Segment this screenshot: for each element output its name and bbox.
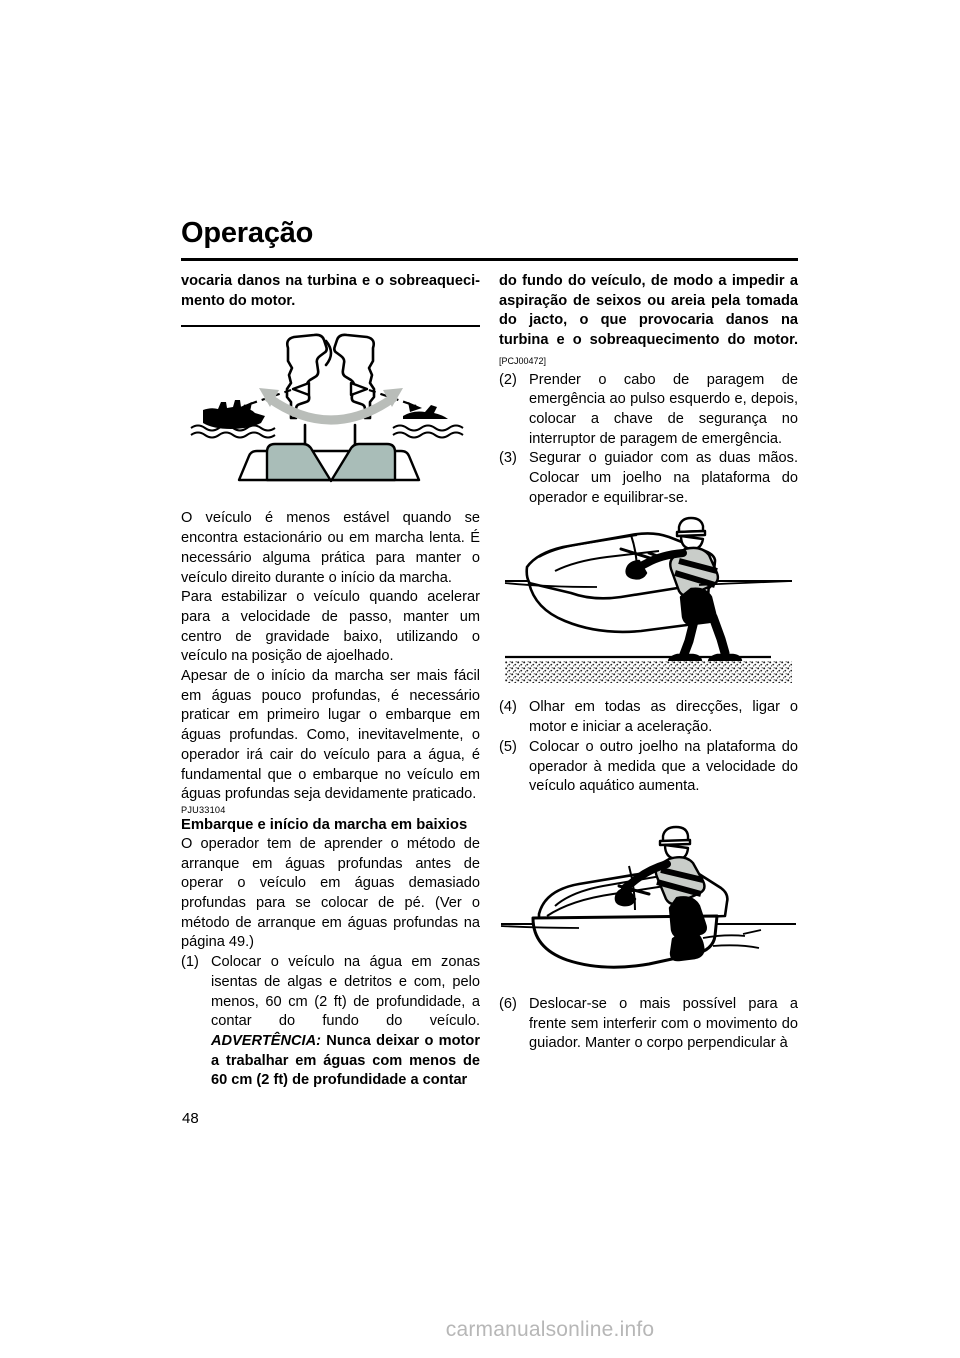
section-intro: O operador tem de aprender o método de arranque em águas profundas antes de operar o veículo em águas demasiado profundas para se colocar de pé. (Ver o método de arranque em águas profundas na página 49.)	[181, 835, 480, 951]
watermark	[0, 1318, 960, 1342]
step-text: Colocar o outro joelho na plataforma do operador à medida que a velocidade do veículo aquático aumenta.	[529, 738, 798, 795]
right-step-list-top	[499, 371, 798, 509]
left-paragraph-3: Apesar de o início da marcha ser mais fácil em águas pouco profundas, é necessário praticar em primeiro lugar o embarque em águas profundas. Como, inevitavelmente, o operador irá cair do veículo para a água, é fundamental que o embarque no veículo em águas profundas seja devidamente praticado.	[181, 668, 480, 803]
step-number: (5)	[499, 738, 517, 755]
section-code: PJU33104	[181, 804, 226, 815]
step-number: (1)	[181, 954, 199, 971]
right-step-list-bottom	[499, 995, 798, 1054]
step-body: Colocar o veículo na água em zonas isentas de algas e detritos e com, pelo menos, 60 cm (2 ft) de profundidade, a contar do fundo do veículo.	[211, 954, 480, 1030]
list-item	[499, 371, 798, 450]
header-divider	[181, 258, 798, 261]
list-item	[499, 449, 798, 508]
figure-look-around	[181, 324, 480, 494]
warning-body: Nunca deixar o motor a trabalhar em águas com menos de 60 cm (2 ft) de profundidade a contar	[211, 1032, 480, 1089]
reference-code: [PCJ00472]	[499, 355, 547, 366]
figure-kneeling-on-watercraft	[499, 822, 798, 982]
right-warning-body: do fundo do veículo, de modo a impedir a aspiração de seixos ou areia pela tomada do jacto, o que provocaria danos na turbina e o sobreaquecimento do motor.	[499, 273, 798, 349]
left-continued-warning: vocaria danos na turbina e o sobreaqueci-mento do motor.	[181, 273, 480, 309]
list-item	[499, 738, 798, 797]
right-continued-warning	[499, 272, 798, 371]
list-item	[181, 953, 480, 1091]
step-number: (3)	[499, 450, 517, 467]
section-heading: Embarque e início da marcha em baixios	[181, 816, 468, 833]
step-number: (4)	[499, 699, 517, 716]
step-number: (2)	[499, 371, 517, 388]
figure-shallow-water-boarding	[499, 505, 798, 685]
left-paragraph-1: O veículo é menos estável quando se encontra estacionário ou em marcha lenta. É necessário alguma prática para manter o veículo direito durante o início da marcha.	[181, 510, 480, 586]
step-number: (6)	[499, 995, 517, 1012]
page-title: Operação	[181, 217, 314, 249]
step-text: Olhar em todas as direcções, ligar o motor e iniciar a aceleração.	[529, 699, 798, 736]
list-item	[499, 995, 798, 1054]
list-item	[499, 698, 798, 737]
step-text	[211, 953, 480, 1091]
step-text: Prender o cabo de paragem de emergência ao pulso esquerdo e, depois, colocar a chave de segurança no interruptor de paragem de emergência.	[529, 371, 798, 447]
watermark-text: carmanualsonline.info	[445, 1318, 655, 1341]
warning-label: ADVERTÊNCIA:	[211, 1032, 322, 1049]
left-paragraph-2: Para estabilizar o veículo quando acelerar para a velocidade de passo, manter um centro de gravidade baixo, utilizando o veículo na posição de ajoelhado.	[181, 589, 480, 665]
page-number: 48	[182, 1110, 199, 1127]
left-step-list	[181, 953, 480, 1091]
step-text: Segurar o guiador com as duas mãos. Colocar um joelho na plataforma do operador e equilibrar-se.	[529, 450, 798, 506]
step-text: Deslocar-se o mais possível para a frente sem interferir com o movimento do guiador. Manter o corpo perpendicular à	[529, 995, 798, 1052]
right-step-list-mid	[499, 698, 798, 797]
